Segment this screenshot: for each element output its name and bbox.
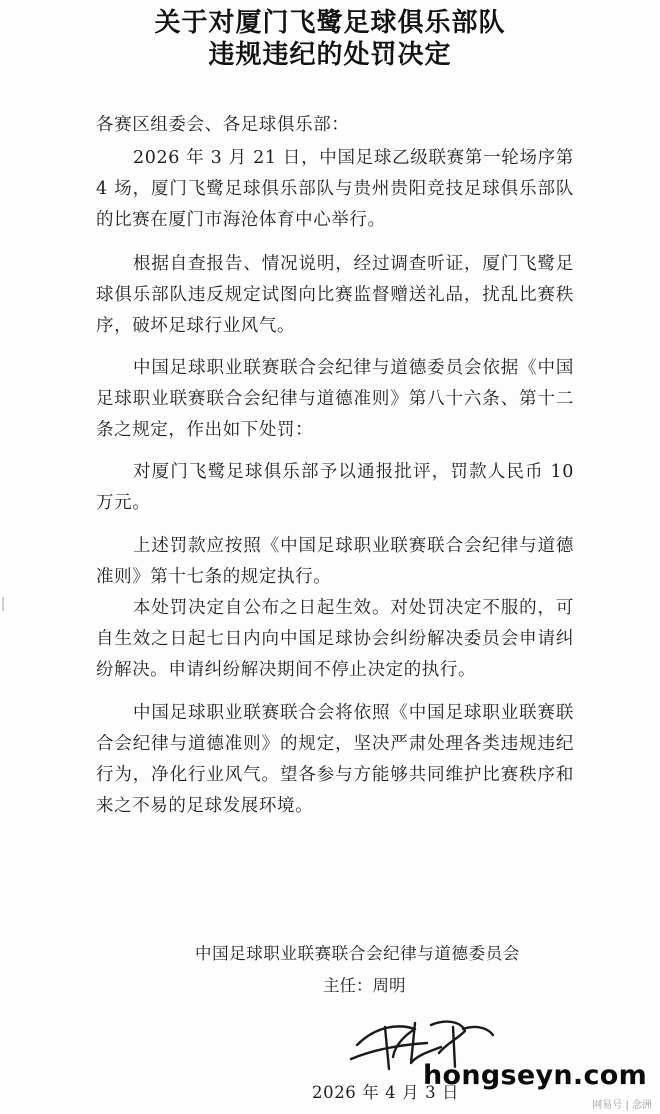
paragraph-closing: 中国足球职业联赛联合会将依照《中国足球职业联赛联合会纪律与道德准则》的规定，坚决严肃处理各类违规违纪行为，净化行业风气。望各参与方能够共同维护比赛秩序和来之不易的足球发展环境。 bbox=[96, 703, 574, 816]
paragraph-legal-basis: 中国足球职业联赛联合会纪律与道德委员会依据《中国足球职业联赛联合会纪律与道德准则》第八十六条、第十二条之规定，作出如下处罚： bbox=[96, 358, 574, 440]
scan-edge-mark bbox=[2, 597, 4, 611]
document-title-line-1: 关于对厦门飞鹭足球俱乐部队 bbox=[154, 8, 506, 38]
paragraph-effective-appeal: 本处罚决定自公布之日起生效。对处罚决定不服的，可自生效之日起七日内向中国足球协会纠纷解决委员会申请纠纷解决。申请纠纷解决期间不停止决定的执行。 bbox=[96, 598, 574, 680]
paragraph-penalty: 对厦门飞鹭足球俱乐部予以通报批评，罚款人民币 10 万元。 bbox=[96, 462, 574, 513]
signatory-chair: 主任：周明 bbox=[323, 976, 406, 995]
watermark-text: hongseyn.com bbox=[423, 1060, 648, 1091]
document-title-line-2: 违规违纪的处罚决定 bbox=[208, 40, 452, 70]
signatory-organization: 中国足球职业联赛联合会纪律与道德委员会 bbox=[195, 944, 520, 963]
salutation: 各赛区组委会、各足球俱乐部： bbox=[96, 115, 350, 135]
source-tag: 网易号 | 念洲 bbox=[592, 1100, 652, 1111]
paragraph-fine-execution: 上述罚款应按照《中国足球职业联赛联合会纪律与道德准则》第十七条的规定执行。 bbox=[96, 536, 574, 587]
document-date: 2026 年 4 月 3 日 bbox=[312, 1083, 460, 1102]
paragraph-match-info: 2026 年 3 月 21 日，中国足球乙级联赛第一轮场序第 4 场，厦门飞鹭足球俱乐部队与贵州贵阳竞技足球俱乐部队的比赛在厦门市海沧体育中心举行。 bbox=[96, 148, 574, 230]
paragraph-findings: 根据自查报告、情况说明，经过调查听证，厦门飞鹭足球俱乐部队违反规定试图向比赛监督赠送礼品，扰乱比赛秩序，破坏足球行业风气。 bbox=[96, 254, 574, 336]
